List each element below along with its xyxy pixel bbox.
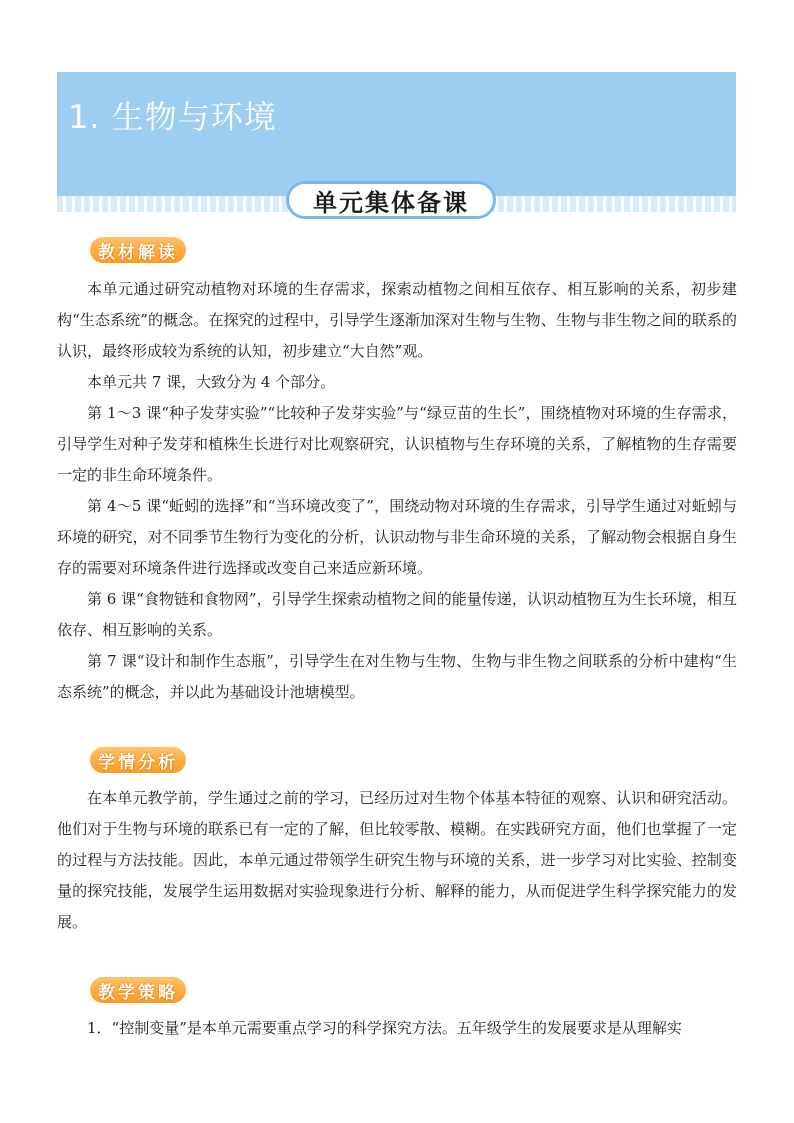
section-heading-students: 学情分析 <box>90 747 186 773</box>
section-heading-textbook: 教材解读 <box>90 237 186 263</box>
paragraph: 本单元通过研究动植物对环境的生存需求，探索动植物之间相互依存、相互影响的关系，初步建构“生态系统”的概念。在探究的过程中，引导学生逐渐加深对生物与生物、生物与非生物之间的联系的认识，最终形成较为系统的认知，初步建立“大自然”观。 <box>57 280 737 360</box>
section-heading-strategy: 教学策略 <box>90 977 186 1003</box>
paragraph: 第 4～5 课“蚯蚓的选择”和“当环境改变了”，围绕动物对环境的生存需求，引导学生通过对蚯蚓与环境的研究，对不同季节生物行为变化的分析，认识动物与非生命环境的关系，了解动物会根据自身生存的需要对环境条件进行选择或改变自己来适应新环境。 <box>57 497 737 577</box>
paragraph: 在本单元教学前，学生通过之前的学习，已经历过对生物个体基本特征的观察、认识和研究活动。他们对于生物与环境的联系已有一定的了解，但比较零散、模糊。在实践研究方面，他们也掌握了一定的过程与方法技能。因此，本单元通过带领学生研究生物与环境的关系，进一步学习对比实验、控制变量的探究技能，发展学生运用数据对实验现象进行分析、解释的能力，从而促进学生科学探究能力的发展。 <box>57 789 737 931</box>
paragraph: 本单元共 7 课，大致分为 4 个部分。 <box>87 373 336 391</box>
paragraph: 第 1～3 课“种子发芽实验”“比较种子发芽实验”与“绿豆苗的生长”，围绕植物对环境的生存需求，引导学生对种子发芽和植株生长进行对比观察研究，认识植物与生存环境的关系，了解植物的生存需要一定的非生命环境条件。 <box>57 404 737 484</box>
page-title: 1. 生物与环境 <box>68 98 277 136</box>
paragraph: 第 7 课“设计和制作生态瓶”，引导学生在对生物与生物、生物与非生物之间联系的分析中建构“生态系统”的概念，并以此为基础设计池塘模型。 <box>57 652 737 701</box>
paragraph: 1．“控制变量”是本单元需要重点学习的科学探究方法。五年级学生的发展要求是从理解实 <box>87 1019 682 1037</box>
unit-subtitle: 单元集体备课 <box>286 181 496 219</box>
paragraph: 第 6 课“食物链和食物网”，引导学生探索动植物之间的能量传递，认识动植物互为生长环境，相互依存、相互影响的关系。 <box>57 590 737 639</box>
